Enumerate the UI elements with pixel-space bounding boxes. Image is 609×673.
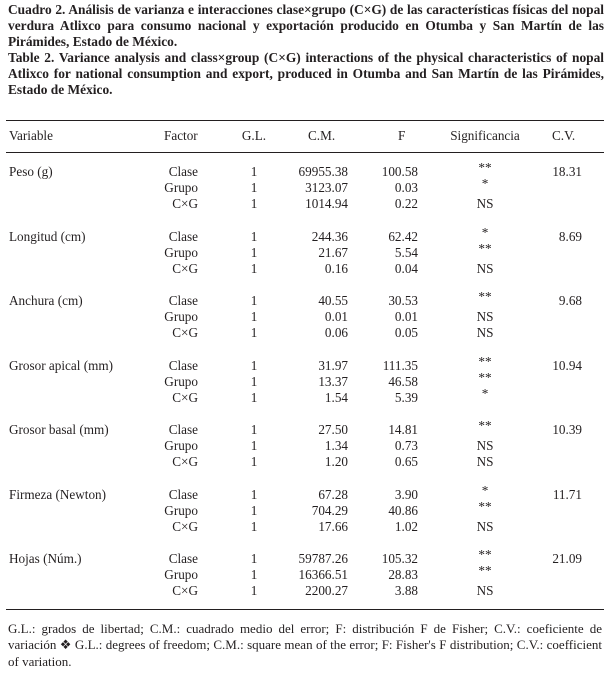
cell-significancia: ** bbox=[478, 160, 492, 175]
table-captions bbox=[8, 2, 604, 98]
cell-significancia: ** bbox=[478, 289, 492, 304]
cell-factor: Clase bbox=[168, 422, 198, 437]
cell-variable: Hojas (Núm.) bbox=[9, 551, 82, 566]
cell-gl: 1 bbox=[250, 325, 258, 340]
cell-cm: 3123.07 bbox=[305, 180, 348, 195]
cell-significancia: NS bbox=[476, 519, 494, 534]
cell-gl: 1 bbox=[250, 503, 258, 518]
cell-significancia: ** bbox=[478, 499, 492, 514]
cell-factor: Grupo bbox=[164, 438, 198, 453]
cell-cm: 1.34 bbox=[324, 438, 348, 453]
caption-spanish: Cuadro 2. Análisis de varianza e interacciones clase×grupo (C×G) de las características físicas del nopal verdura Atlixco para consumo nacional y exportación producido en Otumba y San Martín de las Pirámides, Estado de México. bbox=[8, 2, 604, 49]
cell-factor: Clase bbox=[168, 551, 198, 566]
cell-cm: 0.06 bbox=[324, 325, 348, 340]
cell-cv: 18.31 bbox=[552, 164, 582, 179]
cell-gl: 1 bbox=[250, 551, 258, 566]
cell-cm: 21.67 bbox=[318, 245, 348, 260]
cell-significancia: NS bbox=[476, 438, 494, 453]
cell-gl: 1 bbox=[250, 309, 258, 324]
header-variable: Variable bbox=[9, 128, 53, 143]
cell-gl: 1 bbox=[250, 358, 258, 373]
cell-cm: 69955.38 bbox=[298, 164, 348, 179]
header-significancia: Significancia bbox=[450, 128, 520, 143]
cell-f: 100.58 bbox=[381, 164, 418, 179]
cell-cm: 1014.94 bbox=[305, 196, 348, 211]
cell-significancia: * bbox=[481, 483, 489, 498]
cell-f: 28.83 bbox=[388, 567, 418, 582]
cell-cv: 9.68 bbox=[558, 293, 582, 308]
cell-significancia: ** bbox=[478, 547, 492, 562]
header-factor: Factor bbox=[164, 128, 198, 143]
cell-gl: 1 bbox=[250, 180, 258, 195]
cell-cm: 704.29 bbox=[311, 503, 348, 518]
cell-cm: 2200.27 bbox=[305, 583, 348, 598]
cell-variable: Grosor apical (mm) bbox=[9, 358, 113, 373]
cell-factor: Clase bbox=[168, 164, 198, 179]
table-footnote: G.L.: grados de libertad; C.M.: cuadrado medio del error; F: distribución F de Fisher; C.V.: coeficiente de variación ❖ G.L.: degrees of freedom; C.M.: square mean of the error; F: Fisher's F distribution; C.V.: coefficient of variation. bbox=[8, 621, 602, 669]
cell-f: 46.58 bbox=[388, 374, 418, 389]
cell-factor: Clase bbox=[168, 358, 198, 373]
cell-gl: 1 bbox=[250, 390, 258, 405]
cell-cm: 27.50 bbox=[318, 422, 348, 437]
cell-cm: 13.37 bbox=[318, 374, 348, 389]
cell-gl: 1 bbox=[250, 454, 258, 469]
header-gl: G.L. bbox=[241, 128, 267, 143]
cell-cm: 67.28 bbox=[318, 487, 348, 502]
cell-gl: 1 bbox=[250, 519, 258, 534]
cell-significancia: ** bbox=[478, 563, 492, 578]
cell-f: 0.03 bbox=[394, 180, 418, 195]
cell-cv: 10.39 bbox=[552, 422, 582, 437]
cell-f: 5.54 bbox=[394, 245, 418, 260]
cell-significancia: NS bbox=[476, 196, 494, 211]
cell-f: 0.04 bbox=[394, 261, 418, 276]
cell-gl: 1 bbox=[250, 293, 258, 308]
cell-factor: Clase bbox=[168, 293, 198, 308]
cell-gl: 1 bbox=[250, 196, 258, 211]
cell-f: 5.39 bbox=[394, 390, 418, 405]
cell-factor: Grupo bbox=[164, 180, 198, 195]
cell-cm: 16366.51 bbox=[298, 567, 348, 582]
cell-significancia: NS bbox=[476, 583, 494, 598]
cell-factor: C×G bbox=[172, 325, 198, 340]
cell-gl: 1 bbox=[250, 438, 258, 453]
cell-gl: 1 bbox=[250, 567, 258, 582]
cell-factor: C×G bbox=[172, 583, 198, 598]
cell-variable: Peso (g) bbox=[9, 164, 53, 179]
cell-factor: C×G bbox=[172, 390, 198, 405]
cell-significancia: NS bbox=[476, 309, 494, 324]
cell-f: 1.02 bbox=[394, 519, 418, 534]
cell-factor: C×G bbox=[172, 519, 198, 534]
cell-factor: Grupo bbox=[164, 245, 198, 260]
cell-significancia: NS bbox=[476, 454, 494, 469]
cell-significancia: ** bbox=[478, 370, 492, 385]
cell-gl: 1 bbox=[250, 583, 258, 598]
cell-cm: 1.54 bbox=[324, 390, 348, 405]
cell-variable: Anchura (cm) bbox=[9, 293, 83, 308]
cell-factor: Grupo bbox=[164, 374, 198, 389]
cell-cm: 17.66 bbox=[318, 519, 348, 534]
cell-variable: Firmeza (Newton) bbox=[9, 487, 107, 502]
cell-cm: 59787.26 bbox=[298, 551, 348, 566]
cell-cv: 8.69 bbox=[558, 229, 582, 244]
cell-factor: Grupo bbox=[164, 567, 198, 582]
cell-cm: 244.36 bbox=[311, 229, 348, 244]
header-f: F bbox=[398, 128, 406, 143]
cell-cv: 11.71 bbox=[552, 487, 582, 502]
header-cm: C.M. bbox=[308, 128, 336, 143]
cell-cm: 1.20 bbox=[324, 454, 348, 469]
cell-factor: C×G bbox=[172, 261, 198, 276]
cell-factor: Grupo bbox=[164, 309, 198, 324]
cell-cm: 0.01 bbox=[324, 309, 348, 324]
table-bottom-rule bbox=[6, 609, 604, 610]
cell-gl: 1 bbox=[250, 245, 258, 260]
cell-variable: Longitud (cm) bbox=[9, 229, 86, 244]
cell-significancia: * bbox=[481, 176, 489, 191]
cell-f: 40.86 bbox=[388, 503, 418, 518]
cell-significancia: NS bbox=[476, 261, 494, 276]
cell-cv: 10.94 bbox=[552, 358, 582, 373]
cell-cm: 0.16 bbox=[324, 261, 348, 276]
cell-significancia: ** bbox=[478, 241, 492, 256]
cell-f: 0.65 bbox=[394, 454, 418, 469]
cell-significancia: ** bbox=[478, 354, 492, 369]
cell-f: 62.42 bbox=[388, 229, 418, 244]
header-bottom-rule bbox=[6, 152, 604, 153]
cell-significancia: ** bbox=[478, 418, 492, 433]
cell-f: 30.53 bbox=[388, 293, 418, 308]
cell-gl: 1 bbox=[250, 422, 258, 437]
cell-f: 0.73 bbox=[394, 438, 418, 453]
cell-variable: Grosor basal (mm) bbox=[9, 422, 109, 437]
cell-gl: 1 bbox=[250, 374, 258, 389]
cell-factor: C×G bbox=[172, 454, 198, 469]
cell-f: 0.22 bbox=[394, 196, 418, 211]
cell-f: 0.01 bbox=[394, 309, 418, 324]
cell-cm: 31.97 bbox=[318, 358, 348, 373]
cell-cm: 40.55 bbox=[318, 293, 348, 308]
cell-significancia: * bbox=[481, 225, 489, 240]
cell-f: 111.35 bbox=[382, 358, 418, 373]
cell-gl: 1 bbox=[250, 164, 258, 179]
cell-f: 3.88 bbox=[394, 583, 418, 598]
cell-cv: 21.09 bbox=[552, 551, 582, 566]
header-cv: C.V. bbox=[552, 128, 576, 143]
cell-gl: 1 bbox=[250, 487, 258, 502]
cell-f: 14.81 bbox=[388, 422, 418, 437]
cell-significancia: NS bbox=[476, 325, 494, 340]
cell-f: 0.05 bbox=[394, 325, 418, 340]
table-top-rule bbox=[6, 120, 604, 121]
cell-factor: Clase bbox=[168, 229, 198, 244]
cell-gl: 1 bbox=[250, 229, 258, 244]
cell-factor: Clase bbox=[168, 487, 198, 502]
cell-f: 105.32 bbox=[381, 551, 418, 566]
caption-english: Table 2. Variance analysis and class×group (C×G) interactions of the physical characteristics of nopal Atlixco for national consumption and export, produced in Otumba and San Martín de las Pirámides, Estado de México. bbox=[8, 50, 604, 97]
cell-significancia: * bbox=[481, 386, 489, 401]
cell-gl: 1 bbox=[250, 261, 258, 276]
cell-f: 3.90 bbox=[394, 487, 418, 502]
cell-factor: C×G bbox=[172, 196, 198, 211]
cell-factor: Grupo bbox=[164, 503, 198, 518]
